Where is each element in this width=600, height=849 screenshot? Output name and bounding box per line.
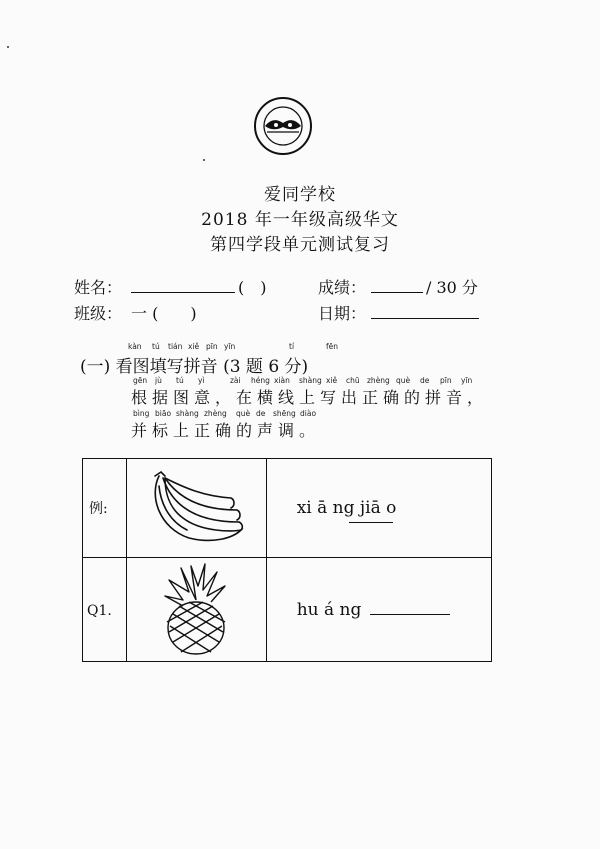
example-label: 例:	[89, 501, 108, 517]
section-heading: (一) 看图填写拼音 (3 题 6 分)	[80, 357, 309, 377]
stray-dot	[7, 46, 9, 48]
name-field[interactable]	[131, 292, 235, 293]
pinyin: zài	[230, 376, 241, 385]
pinyin: chū	[346, 376, 360, 385]
exam-title: 2018 年一年级高级华文	[201, 210, 399, 230]
table-row	[83, 459, 492, 558]
pinyin: de	[256, 409, 266, 418]
exam-subtitle: 第四学段单元测试复习	[210, 235, 390, 255]
pinyin: biāo	[155, 409, 172, 418]
answer-table	[82, 458, 492, 662]
pinyin: pīn	[440, 376, 452, 385]
pinyin: héng	[251, 376, 270, 385]
pinyin: yì	[198, 376, 205, 385]
date-field[interactable]	[371, 318, 479, 319]
stray-dot	[203, 159, 205, 161]
school-name: 爱同学校	[264, 185, 336, 205]
example-answer: xi ā ng jiā o	[296, 498, 397, 518]
pinyin: shēng	[273, 409, 296, 418]
pinyin: xiě	[326, 376, 338, 385]
name-label: 姓名：	[74, 278, 123, 297]
pinyin: xiàn	[274, 376, 290, 385]
instruction-line-2: 并标上正确的声调。	[131, 421, 321, 440]
pinyin: zhèng	[204, 409, 227, 418]
pinyin: bìng	[133, 409, 150, 418]
pinyin: què	[236, 409, 251, 418]
pinyin: kàn	[128, 342, 142, 351]
pinyin: tú	[152, 342, 160, 351]
class-value: 一 ( )	[131, 304, 197, 323]
pinyin: pīn	[206, 342, 218, 351]
question-label: Q1.	[87, 603, 112, 619]
pinyin: yīn	[461, 376, 473, 385]
score-field[interactable]	[371, 292, 423, 293]
pinyin: yīn	[224, 342, 236, 351]
pinyin: què	[396, 376, 411, 385]
instruction-line-1: 根据图意，在横线上写出正确的拼音，	[131, 388, 489, 407]
name-paren: ( )	[238, 278, 267, 297]
pinyin: tí	[289, 342, 295, 351]
answer-blank[interactable]	[370, 614, 450, 615]
pinyin: jù	[155, 376, 162, 385]
score-total: / 30 分	[426, 278, 478, 297]
pinyin: shàng	[299, 376, 322, 385]
pinyin: xiě	[188, 342, 200, 351]
score-label: 成绩：	[318, 278, 367, 297]
pinyin: zhèng	[367, 376, 390, 385]
class-label: 班级：	[74, 304, 123, 323]
pinyin: gēn	[133, 376, 148, 385]
pinyin: shàng	[176, 409, 199, 418]
pinyin: fēn	[326, 342, 339, 351]
pineapple-icon	[161, 560, 231, 656]
pinyin: diào	[300, 409, 317, 418]
pinyin: de	[420, 376, 430, 385]
banana-icon	[141, 466, 251, 546]
pinyin: tú	[176, 376, 184, 385]
school-logo	[253, 96, 313, 156]
pinyin: tián	[168, 342, 183, 351]
answer-underline	[349, 522, 393, 523]
date-label: 日期：	[318, 304, 367, 323]
question-answer-prefix: hu á ng	[296, 599, 362, 620]
table-row	[83, 558, 492, 662]
